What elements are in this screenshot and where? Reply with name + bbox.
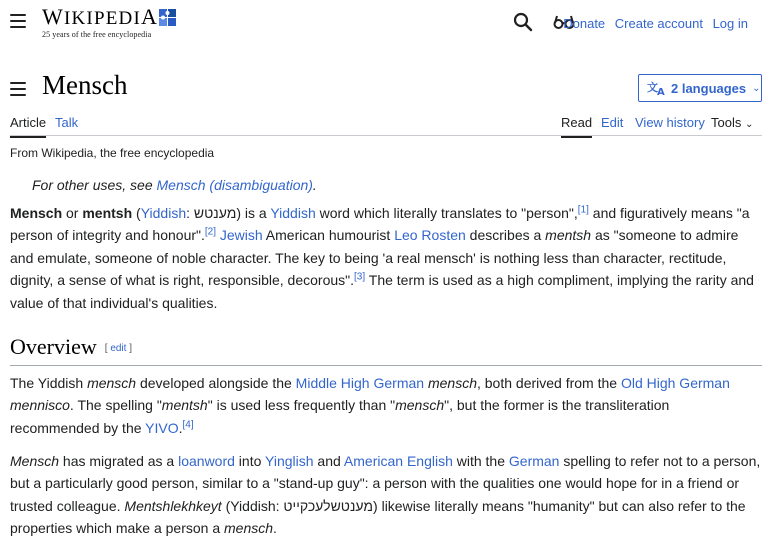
tools-menu[interactable] — [711, 115, 753, 130]
overview-paragraph-2: Mensch has migrated as a loanword into Yinglish and American English with the German spelling to refer not to a person, but a particularly good person, similar to a "stand-up guy": a person with the qualities one would hope for in a friend or trusted colleague. Mentshlekhkeyt (Yiddish: מענטשלעכקייט) likewise literally means "humanity" but can also refer to the properties which make a person a mensch. — [10, 453, 761, 537]
chevron-down-icon: ⌄ — [744, 119, 754, 130]
old-high-german-link[interactable]: Old High German — [620, 375, 730, 391]
reference-2[interactable]: [2] — [204, 226, 216, 238]
wordmark: WIKIPEDIA — [42, 6, 177, 30]
translate-icon — [647, 80, 667, 96]
edit-section-link[interactable]: edit — [110, 343, 127, 354]
overview-paragraph-1: The Yiddish mensch developed alongside the Middle High German mensch, both derived from the Old High German mennisco. The spelling "mentsh" is used less frequently than "mensch", but the former is the transliteration recommended by the YIVO.[4] — [10, 375, 730, 436]
middle-high-german-link[interactable]: Middle High German — [295, 375, 425, 391]
reference-1[interactable]: [1] — [577, 204, 589, 216]
donate-link[interactable]: Donate — [563, 16, 606, 31]
yinglish-link[interactable]: Yinglish — [265, 453, 314, 469]
create-account-link[interactable]: Create account — [614, 16, 703, 31]
site-subtitle: From Wikipedia, the free encyclopedia — [10, 146, 215, 160]
tab-view-history[interactable]: View history — [635, 115, 705, 130]
hatnote: For other uses, see Mensch (disambiguation). — [32, 177, 317, 193]
tab-talk[interactable]: Talk — [55, 115, 79, 130]
personal-tools — [557, 16, 748, 31]
anniversary-puzzle-icon — [159, 9, 177, 27]
wikipedia-logo[interactable] — [42, 6, 177, 39]
tab-article[interactable]: Article — [10, 115, 46, 138]
log-in-link[interactable]: Log in — [712, 16, 748, 31]
tagline: 25 years of the free encyclopedia — [42, 30, 152, 39]
yiddish-language-link[interactable]: Yiddish — [270, 205, 316, 221]
section-heading-overview — [10, 334, 762, 366]
chevron-down-icon: ⌄ — [752, 82, 761, 94]
edit-section: [ edit ] — [104, 343, 132, 354]
site-header — [0, 0, 768, 48]
languages-label: 2 languages — [671, 80, 747, 96]
page-tabs — [10, 104, 762, 136]
tools-label: Tools — [711, 115, 742, 130]
table-of-contents-icon[interactable] — [10, 82, 26, 96]
leo-rosten-link[interactable]: Leo Rosten — [394, 227, 466, 244]
yivo-link[interactable]: YIVO — [145, 419, 179, 436]
jewish-link[interactable]: Jewish — [219, 227, 263, 244]
tab-read[interactable]: Read — [561, 115, 592, 138]
search-icon[interactable] — [513, 12, 533, 32]
languages-button[interactable] — [638, 74, 762, 102]
main-menu-icon[interactable] — [10, 14, 26, 28]
german-link[interactable]: German — [508, 453, 560, 469]
svg-text:文: 文 — [647, 81, 658, 94]
disambiguation-link[interactable]: Mensch (disambiguation) — [156, 177, 313, 193]
tab-edit[interactable]: Edit — [601, 115, 624, 130]
reference-4[interactable]: [4] — [182, 419, 194, 431]
yiddish-link[interactable]: Yiddish — [140, 205, 187, 221]
reference-3[interactable]: [3] — [354, 271, 366, 283]
american-english-link[interactable]: American English — [343, 453, 453, 469]
intro-paragraph: Mensch or mentsh (Yiddish: מענטש) is a Yiddish word which literally translates to "person",[1] and figuratively means "a person of integrity and honour".[2] Jewish American humourist Leo Rosten describes a mentsh as "someone to admire and emulate, someone of noble character. The key to being 'a real mensch' is nothing less than character, rectitude, dignity, a sense of what is right, responsible, decorous".[3] The term is used as a high compliment, implying the rarity and value of that individual's qualities. — [10, 204, 754, 311]
svg-text:A: A — [657, 87, 665, 96]
loanword-link[interactable]: loanword — [178, 453, 235, 469]
page-title: Mensch — [42, 70, 128, 100]
overview-heading: Overview — [10, 334, 97, 359]
